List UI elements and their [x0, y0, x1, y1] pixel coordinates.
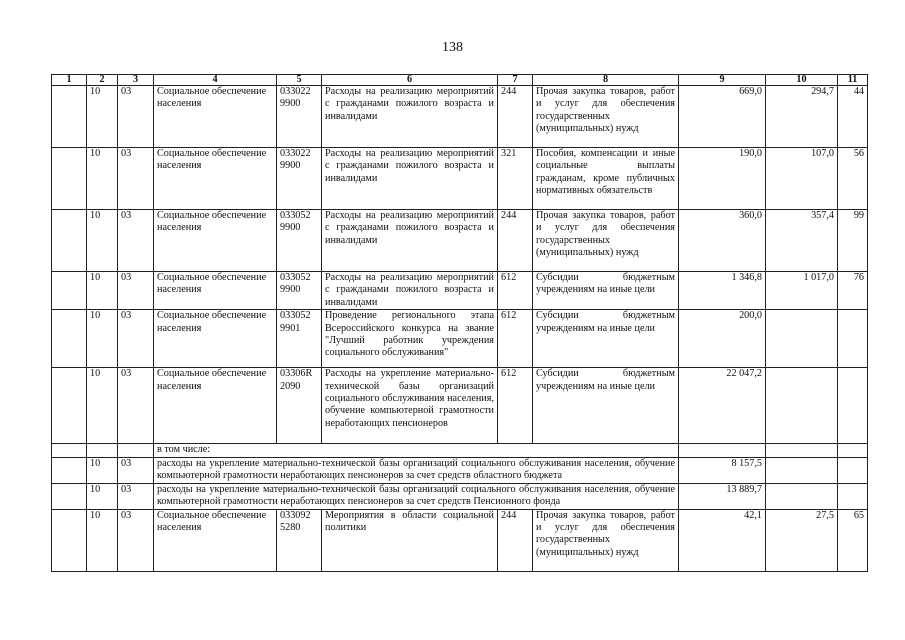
cell-empty [52, 368, 87, 444]
planned-amount: 22 047,2 [679, 368, 766, 444]
table-row [52, 210, 868, 272]
subsection-code: 03 [118, 509, 154, 571]
cell-empty [52, 444, 87, 457]
funding-source-description: расходы на укрепление материально-технической базы организаций социального обслуживания населения, обучение компьютерной грамотности неработающих пенсионеров за счет средств Пенсионного фонда [154, 483, 679, 509]
expense-type-name: Прочая закупка товаров, работ и услуг для обеспечения государственных (муниципальных) нужд [533, 509, 679, 571]
execution-percent [838, 310, 868, 368]
planned-amount: 42,1 [679, 509, 766, 571]
section-code: 10 [87, 368, 118, 444]
execution-percent: 44 [838, 86, 868, 148]
executed-amount [766, 368, 838, 444]
funding-source-description: расходы на укрепление материально-технической базы организаций социального обслуживания населения, обучение компьютерной грамотности неработающих пенсионеров за счет средств областного бюджета [154, 457, 679, 483]
execution-percent [838, 368, 868, 444]
subsection-code: 03 [118, 483, 154, 509]
subsection-name: Социальное обеспечение населения [154, 148, 277, 210]
col-header: 10 [766, 75, 838, 86]
section-code: 10 [87, 310, 118, 368]
expense-type-code: 612 [498, 368, 533, 444]
col-header: 3 [118, 75, 154, 86]
expense-type-name: Субсидии бюджетным учреждениям на иные цели [533, 272, 679, 310]
cell-empty [766, 457, 838, 483]
subsection-code: 03 [118, 86, 154, 148]
planned-amount: 669,0 [679, 86, 766, 148]
budget-table [51, 74, 868, 572]
expense-type-code: 321 [498, 148, 533, 210]
subsection-name: Социальное обеспечение населения [154, 210, 277, 272]
cell-empty [87, 444, 118, 457]
expense-description: Расходы на реализацию мероприятий с гражданами пожилого возраста и инвалидами [322, 148, 498, 210]
execution-percent: 56 [838, 148, 868, 210]
executed-amount: 1 017,0 [766, 272, 838, 310]
col-header: 7 [498, 75, 533, 86]
section-code: 10 [87, 86, 118, 148]
execution-percent: 99 [838, 210, 868, 272]
target-article: 033052 9900 [277, 210, 322, 272]
planned-amount: 1 346,8 [679, 272, 766, 310]
table-row [52, 310, 868, 368]
section-code: 10 [87, 148, 118, 210]
cell-empty [52, 86, 87, 148]
executed-amount: 357,4 [766, 210, 838, 272]
table-row [52, 368, 868, 444]
cell-empty [52, 483, 87, 509]
table-row [52, 509, 868, 571]
expense-type-name: Субсидии бюджетным учреждениям на иные цели [533, 310, 679, 368]
cell-empty [766, 444, 838, 457]
including-label: в том числе: [154, 444, 679, 457]
expense-description: Проведение регионального этапа Всероссийского конкурса на звание "Лучший работник учреждения социального обслуживания" [322, 310, 498, 368]
subsection-code: 03 [118, 368, 154, 444]
planned-amount: 8 157,5 [679, 457, 766, 483]
subsection-code: 03 [118, 148, 154, 210]
subsection-name: Социальное обеспечение населения [154, 310, 277, 368]
col-header: 4 [154, 75, 277, 86]
column-number-row [52, 75, 868, 86]
expense-description: Расходы на реализацию мероприятий с гражданами пожилого возраста и инвалидами [322, 210, 498, 272]
cell-empty [52, 272, 87, 310]
section-code: 10 [87, 272, 118, 310]
col-header: 6 [322, 75, 498, 86]
cell-empty [838, 444, 868, 457]
executed-amount: 107,0 [766, 148, 838, 210]
expense-type-name: Пособия, компенсации и иные социальные выплаты гражданам, кроме публичных нормативных обязательств [533, 148, 679, 210]
expense-type-code: 244 [498, 509, 533, 571]
table-row [52, 457, 868, 483]
col-header: 9 [679, 75, 766, 86]
cell-empty [838, 483, 868, 509]
executed-amount [766, 310, 838, 368]
subsection-name: Социальное обеспечение населения [154, 368, 277, 444]
target-article: 033092 5280 [277, 509, 322, 571]
subsection-code: 03 [118, 272, 154, 310]
expense-description: Расходы на укрепление материально-технической базы организаций социального обслуживания населения, обучение компьютерной грамотности неработающих пенсионеров [322, 368, 498, 444]
section-code: 10 [87, 483, 118, 509]
col-header: 5 [277, 75, 322, 86]
page-number: 138 [442, 40, 463, 55]
expense-type-code: 612 [498, 310, 533, 368]
target-article: 033022 9900 [277, 148, 322, 210]
cell-empty [118, 444, 154, 457]
table-row [52, 272, 868, 310]
planned-amount: 200,0 [679, 310, 766, 368]
execution-percent: 65 [838, 509, 868, 571]
executed-amount: 294,7 [766, 86, 838, 148]
col-header: 8 [533, 75, 679, 86]
cell-empty [766, 483, 838, 509]
expense-type-code: 244 [498, 86, 533, 148]
table-row [52, 86, 868, 148]
cell-empty [52, 210, 87, 272]
execution-percent: 76 [838, 272, 868, 310]
target-article: 033052 9900 [277, 272, 322, 310]
subsection-code: 03 [118, 457, 154, 483]
col-header: 2 [87, 75, 118, 86]
expense-type-name: Прочая закупка товаров, работ и услуг для обеспечения государственных (муниципальных) нужд [533, 210, 679, 272]
executed-amount: 27,5 [766, 509, 838, 571]
expense-type-code: 244 [498, 210, 533, 272]
expense-description: Расходы на реализацию мероприятий с гражданами пожилого возраста и инвалидами [322, 272, 498, 310]
table-row [52, 444, 868, 457]
subsection-name: Социальное обеспечение населения [154, 86, 277, 148]
cell-empty [52, 310, 87, 368]
target-article: 033052 9901 [277, 310, 322, 368]
cell-empty [52, 148, 87, 210]
cell-empty [52, 457, 87, 483]
cell-empty [838, 457, 868, 483]
section-code: 10 [87, 509, 118, 571]
subsection-code: 03 [118, 210, 154, 272]
col-header: 11 [838, 75, 868, 86]
planned-amount: 190,0 [679, 148, 766, 210]
expense-type-name: Субсидии бюджетным учреждениям на иные цели [533, 368, 679, 444]
expense-type-name: Прочая закупка товаров, работ и услуг для обеспечения государственных (муниципальных) нужд [533, 86, 679, 148]
cell-empty [679, 444, 766, 457]
col-header: 1 [52, 75, 87, 86]
subsection-name: Социальное обеспечение населения [154, 272, 277, 310]
expense-description: Мероприятия в области социальной политики [322, 509, 498, 571]
planned-amount: 13 889,7 [679, 483, 766, 509]
table-row [52, 148, 868, 210]
target-article: 03306R 2090 [277, 368, 322, 444]
table-body [52, 75, 868, 572]
planned-amount: 360,0 [679, 210, 766, 272]
section-code: 10 [87, 210, 118, 272]
cell-empty [52, 509, 87, 571]
subsection-code: 03 [118, 310, 154, 368]
expense-description: Расходы на реализацию мероприятий с гражданами пожилого возраста и инвалидами [322, 86, 498, 148]
table-row [52, 483, 868, 509]
expense-type-code: 612 [498, 272, 533, 310]
section-code: 10 [87, 457, 118, 483]
subsection-name: Социальное обеспечение населения [154, 509, 277, 571]
target-article: 033022 9900 [277, 86, 322, 148]
